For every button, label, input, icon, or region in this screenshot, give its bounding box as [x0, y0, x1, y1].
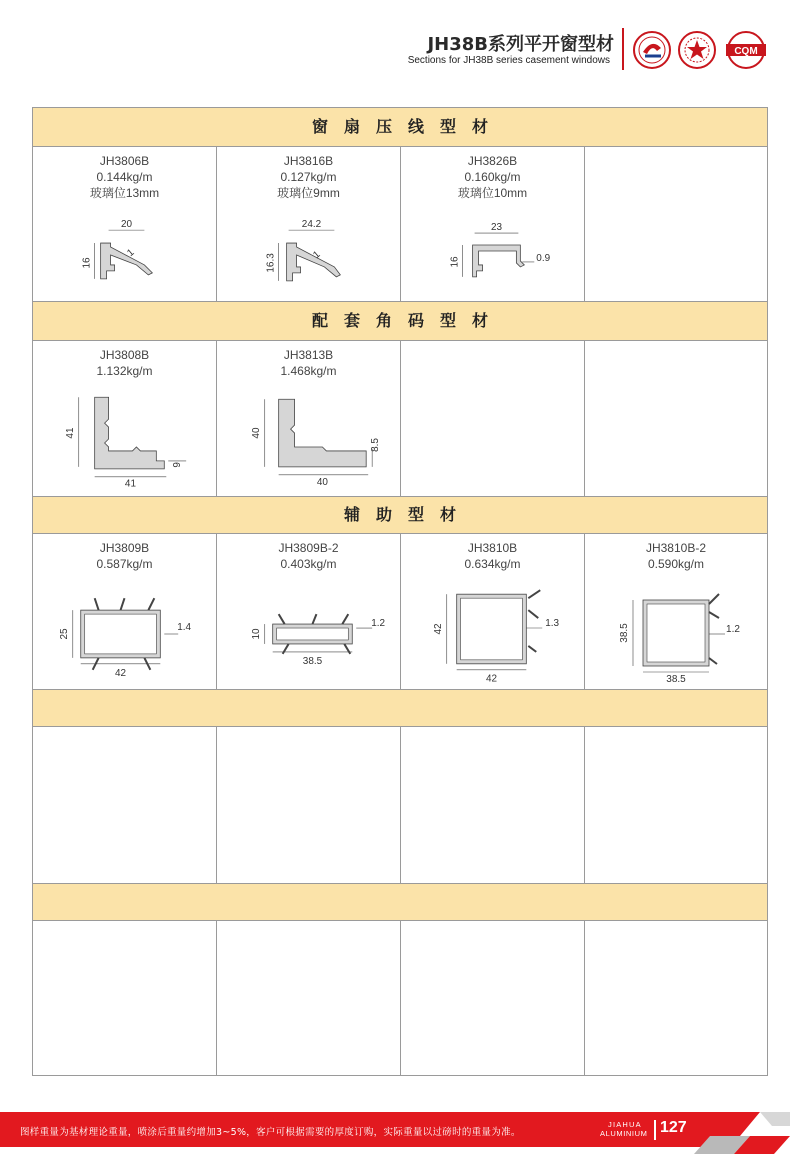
- profile-info: [401, 540, 584, 572]
- header-divider: [622, 28, 624, 70]
- section-header-2: [33, 301, 767, 341]
- dim-width: 20: [120, 219, 133, 231]
- profile-info: [401, 153, 584, 201]
- profile-info: [33, 347, 216, 379]
- section-header-5: [33, 883, 767, 921]
- profile-cell-jh3809b-2: [217, 534, 401, 689]
- profile-drawing-jh3813b: [217, 389, 400, 493]
- profile-drawing-jh3826b: [401, 217, 584, 287]
- profile-weight: 0.634kg/m: [464, 557, 521, 571]
- profile-info: [217, 347, 400, 379]
- dim-wall: 1.2: [726, 624, 740, 635]
- dim-wall: 1.3: [545, 618, 560, 630]
- dim-height: 25: [58, 628, 70, 640]
- profile-info: [217, 540, 400, 572]
- profile-code: JH3813B: [283, 348, 334, 362]
- profile-code: JH3816B: [283, 154, 334, 168]
- profile-drawing-jh3808b: [33, 389, 216, 493]
- footer-decoration-icon: [690, 1106, 790, 1156]
- profile-code: JH3826B: [467, 154, 518, 168]
- profile-code: JH3806B: [99, 154, 150, 168]
- profile-cell-jh3809b: [33, 534, 217, 689]
- page-number: 127: [660, 1119, 687, 1136]
- profile-weight: 0.160kg/m: [464, 170, 521, 184]
- dim-height: 41: [64, 427, 76, 439]
- empty-cell: [585, 921, 767, 1075]
- profile-drawing-jh3809b: [33, 584, 216, 684]
- profile-code: JH3810B-2: [645, 541, 707, 555]
- profile-note: 玻璃位10mm: [457, 186, 528, 200]
- profile-weight: 0.403kg/m: [280, 557, 337, 571]
- profile-drawing-jh3809b-2: [217, 584, 400, 684]
- footer-note: 图样重量为基材理论重量，喷涂后重量约增加3~5%，客户可根据需要的厚度订购，实际重量以过磅时的重量为准。: [20, 1127, 521, 1138]
- section-header-4: [33, 689, 767, 727]
- cqm-certification-icon: [722, 30, 770, 70]
- profile-info: [585, 540, 767, 572]
- certification-seal-icon: [677, 30, 717, 70]
- profile-cell-jh3810b-2: [585, 534, 767, 689]
- dim-width: 41: [124, 478, 136, 490]
- profile-cell-jh3813b: [217, 341, 401, 496]
- section-title-3: 辅助型材: [343, 505, 472, 524]
- profile-drawing-jh3810b: [401, 574, 584, 686]
- profile-weight: 0.127kg/m: [280, 170, 337, 184]
- empty-cell: [401, 341, 585, 496]
- profile-info: [33, 540, 216, 572]
- empty-cell: [401, 921, 585, 1075]
- dim-flange: 8.5: [370, 438, 382, 452]
- footer-divider: [654, 1120, 656, 1140]
- profile-cell-jh3816b: [217, 147, 401, 301]
- profile-info: [33, 153, 216, 201]
- empty-cell: [33, 727, 217, 883]
- profile-code: JH3810B: [467, 541, 518, 555]
- profile-weight: 1.468kg/m: [280, 364, 337, 378]
- profile-note: 玻璃位13mm: [89, 186, 160, 200]
- empty-cell: [217, 921, 401, 1075]
- page-subtitle: Sections for JH38B series casement windows: [407, 55, 610, 66]
- empty-cell: [401, 727, 585, 883]
- profile-code: JH3809B: [99, 541, 150, 555]
- cqm-logo-text: CQM: [734, 46, 758, 57]
- dim-height: 38.5: [619, 623, 630, 643]
- dim-height: 16.3: [265, 253, 277, 273]
- page-footer: [0, 1112, 800, 1152]
- section-title-5: [392, 884, 408, 903]
- profile-weight: 1.132kg/m: [96, 364, 153, 378]
- profile-note: 玻璃位9mm: [277, 186, 340, 200]
- profile-cell-jh3806b: [33, 147, 217, 301]
- profile-drawing-jh3810b-2: [585, 578, 767, 686]
- footer-brand-line1: JIAHUA: [608, 1120, 642, 1129]
- dim-width: 40: [316, 476, 328, 488]
- profile-cell-jh3808b: [33, 341, 217, 496]
- page-title: JH38B系列平开窗型材: [427, 34, 614, 55]
- footer-brand-line2: ALUMINIUM: [600, 1129, 648, 1138]
- profile-weight: 0.144kg/m: [96, 170, 153, 184]
- profile-weight: 0.590kg/m: [647, 557, 705, 571]
- profile-cell-jh3810b: [401, 534, 585, 689]
- dim-wall: 1: [311, 249, 323, 262]
- empty-cell: [585, 727, 767, 883]
- dim-width: 42: [485, 673, 498, 685]
- dim-width: 23: [490, 222, 503, 234]
- company-logo-icon: [632, 30, 672, 70]
- dim-width: 24.2: [301, 219, 322, 231]
- section-title-1: 窗扇压线型材: [311, 117, 504, 136]
- section-header-1: [33, 107, 767, 147]
- profile-code: JH3808B: [99, 348, 150, 362]
- dim-width: 42: [114, 667, 127, 679]
- profile-table: [32, 107, 768, 1076]
- empty-cell: [217, 727, 401, 883]
- dim-wall: 1.2: [371, 618, 386, 630]
- dim-height: 42: [432, 623, 444, 635]
- section-title-2: 配套角码型材: [311, 311, 504, 330]
- dim-height: 16: [81, 257, 93, 269]
- profile-cell-jh3826b: [401, 147, 585, 301]
- dim-height: 16: [449, 256, 461, 268]
- profile-weight: 0.587kg/m: [96, 557, 153, 571]
- dim-wall: 1: [125, 247, 137, 260]
- profile-drawing-jh3816b: [217, 217, 400, 287]
- dim-wall: 0.9: [536, 252, 551, 264]
- section-header-3: [33, 496, 767, 534]
- empty-cell: [33, 921, 217, 1075]
- dim-wall: 1.4: [177, 622, 192, 634]
- dim-flange: 9: [172, 462, 184, 468]
- empty-cell: [585, 147, 767, 301]
- dim-height: 10: [250, 628, 262, 640]
- profile-info: [217, 153, 400, 201]
- profile-drawing-jh3806b: [33, 217, 216, 287]
- dim-width: 38.5: [666, 674, 686, 685]
- dim-height: 40: [250, 427, 262, 439]
- section-title-4: [392, 690, 408, 709]
- profile-code: JH3809B-2: [278, 541, 339, 555]
- dim-width: 38.5: [302, 655, 323, 667]
- empty-cell: [585, 341, 767, 496]
